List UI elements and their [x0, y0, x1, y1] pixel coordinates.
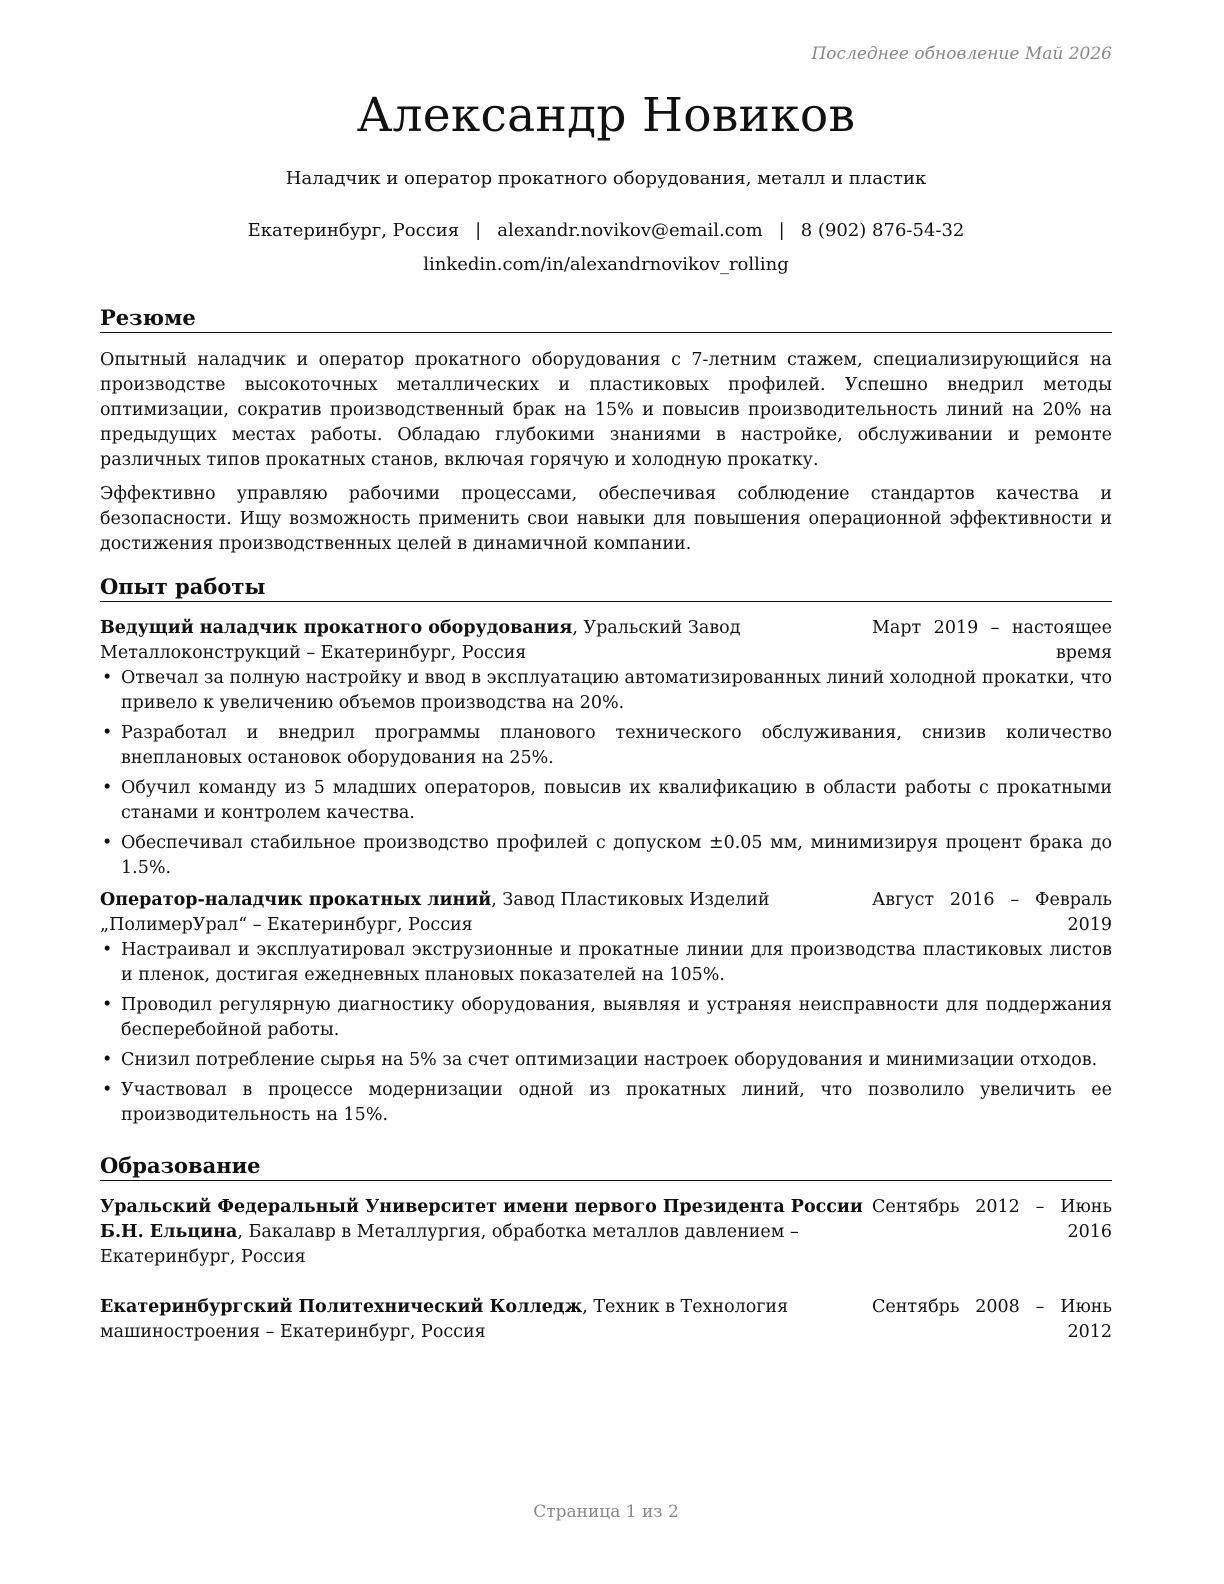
job-title-line: [100, 616, 870, 666]
phone: 8 (902) 876-54-32: [800, 220, 965, 241]
degree: , Техник в Технология машиностроения – Екатеринбург, Россия: [100, 1297, 789, 1342]
job-dates-end: время: [1055, 643, 1112, 663]
email-link[interactable]: alexandr.novikov@email.com: [497, 220, 763, 241]
job-dates-end: 2019: [1067, 915, 1112, 935]
education-entry: [100, 1195, 1112, 1270]
degree: , Бакалавр в Металлургия, обработка металлов давлением – Екатеринбург, Россия: [100, 1222, 799, 1267]
summary-paragraph: Опытный наладчик и оператор прокатного оборудования с 7-летним стажем, специализирующийся на производстве высокоточных металлических и пластиковых профилей. Успешно внедрил методы оптимизации, сократив производственный брак на 15% и повысив производительность линий на 20% на предыдущих местах работы. Обладаю глубокими знаниями в настройке, обслуживании и ремонте различных типов прокатных станов, включая горячую и холодную прокатку.: [100, 350, 1112, 470]
education-dates-end: 2012: [1067, 1322, 1112, 1342]
section-title-summary: Резюме: [100, 304, 1112, 333]
education-dates-end: 2016: [1067, 1222, 1112, 1242]
job-role: Оператор-наладчик прокатных линий: [100, 890, 492, 910]
education-dates: [872, 1195, 1112, 1245]
page-number: Страница 1 из 2: [533, 1502, 679, 1522]
job-dates-start: Август 2016 – Февраль: [872, 890, 1112, 910]
job-dates: [872, 888, 1112, 938]
section-title-experience: Опыт работы: [100, 573, 1112, 602]
job-company: , Уральский Завод Металлоконструкций – Екатеринбург, Россия: [100, 618, 741, 663]
education-header: [100, 1195, 1112, 1270]
school-name: Екатеринбургский Политехнический Колледж: [100, 1297, 583, 1317]
contact-line: [100, 220, 1112, 241]
education-dates-start: Сентябрь 2012 – Июнь: [872, 1197, 1112, 1217]
list-item: • Проводил регулярную диагностику оборудования, выявляя и устраняя неисправности для поддержания бесперебойной работы.: [100, 993, 1112, 1043]
job-header: [100, 616, 1112, 666]
education-dates: [872, 1295, 1112, 1345]
education-dates-start: Сентябрь 2008 – Июнь: [872, 1297, 1112, 1317]
job-bullets: [100, 938, 1112, 1128]
school-name: Уральский Федеральный Университет имени первого Президента России Б.Н. Ельцина: [100, 1197, 863, 1242]
job-entry: [100, 616, 1112, 886]
education-title-line: [100, 1295, 870, 1345]
separator: |: [778, 220, 785, 241]
job-company: , Завод Пластиковых Изделий „ПолимерУрал“ – Екатеринбург, Россия: [100, 890, 770, 935]
last-updated: Последнее обновление Май 2026: [811, 44, 1112, 64]
job-header: [100, 888, 1112, 938]
list-item: • Разработал и внедрил программы планового технического обслуживания, снизив количество внеплановых остановок оборудования на 25%.: [100, 721, 1112, 771]
list-item: • Обучил команду из 5 младших операторов, повысив их квалификацию в области работы с прокатными станами и контролем качества.: [100, 776, 1112, 826]
list-item: • Обеспечивал стабильное производство профилей с допуском ±0.05 мм, минимизируя процент брака до 1.5%.: [100, 831, 1112, 881]
list-item: • Отвечал за полную настройку и ввод в эксплуатацию автоматизированных линий холодной прокатки, что привело к увеличению объемов производства на 20%.: [100, 666, 1112, 716]
job-dates: [872, 616, 1112, 666]
location: Екатеринбург, Россия: [247, 220, 460, 241]
section-title-education: Образование: [100, 1152, 1112, 1181]
separator: |: [475, 220, 482, 241]
education-entry: [100, 1295, 1112, 1345]
job-bullets: [100, 666, 1112, 881]
summary-paragraph: Эффективно управляю рабочими процессами, обеспечивая соблюдение стандартов качества и безопасности. Ищу возможность применить свои навыки для повышения операционной эффективности и достижения производственных целей в динамичной компании.: [100, 484, 1112, 554]
list-item: • Настраивал и эксплуатировал экструзионные и прокатные линии для производства пластиковых листов и пленок, достигая ежедневных плановых показателей на 105%.: [100, 938, 1112, 988]
list-item: • Участвовал в процессе модернизации одной из прокатных линий, что позволило увеличить ее производительность на 15%.: [100, 1078, 1112, 1128]
education-header: [100, 1295, 1112, 1345]
job-entry: [100, 888, 1112, 1133]
candidate-name: Александр Новиков: [356, 88, 856, 143]
linkedin-link[interactable]: linkedin.com/in/alexandrnovikov_rolling: [423, 254, 789, 275]
job-role: Ведущий наладчик прокатного оборудования: [100, 618, 573, 638]
list-item: • Снизил потребление сырья на 5% за счет оптимизации настроек оборудования и минимизации отходов.: [100, 1048, 1112, 1073]
resume-page: [100, 0, 1112, 1584]
candidate-title: Наладчик и оператор прокатного оборудования, металл и пластик: [285, 168, 927, 189]
job-dates-start: Март 2019 – настоящее: [872, 618, 1112, 638]
job-title-line: [100, 888, 870, 938]
education-title-line: [100, 1195, 870, 1270]
